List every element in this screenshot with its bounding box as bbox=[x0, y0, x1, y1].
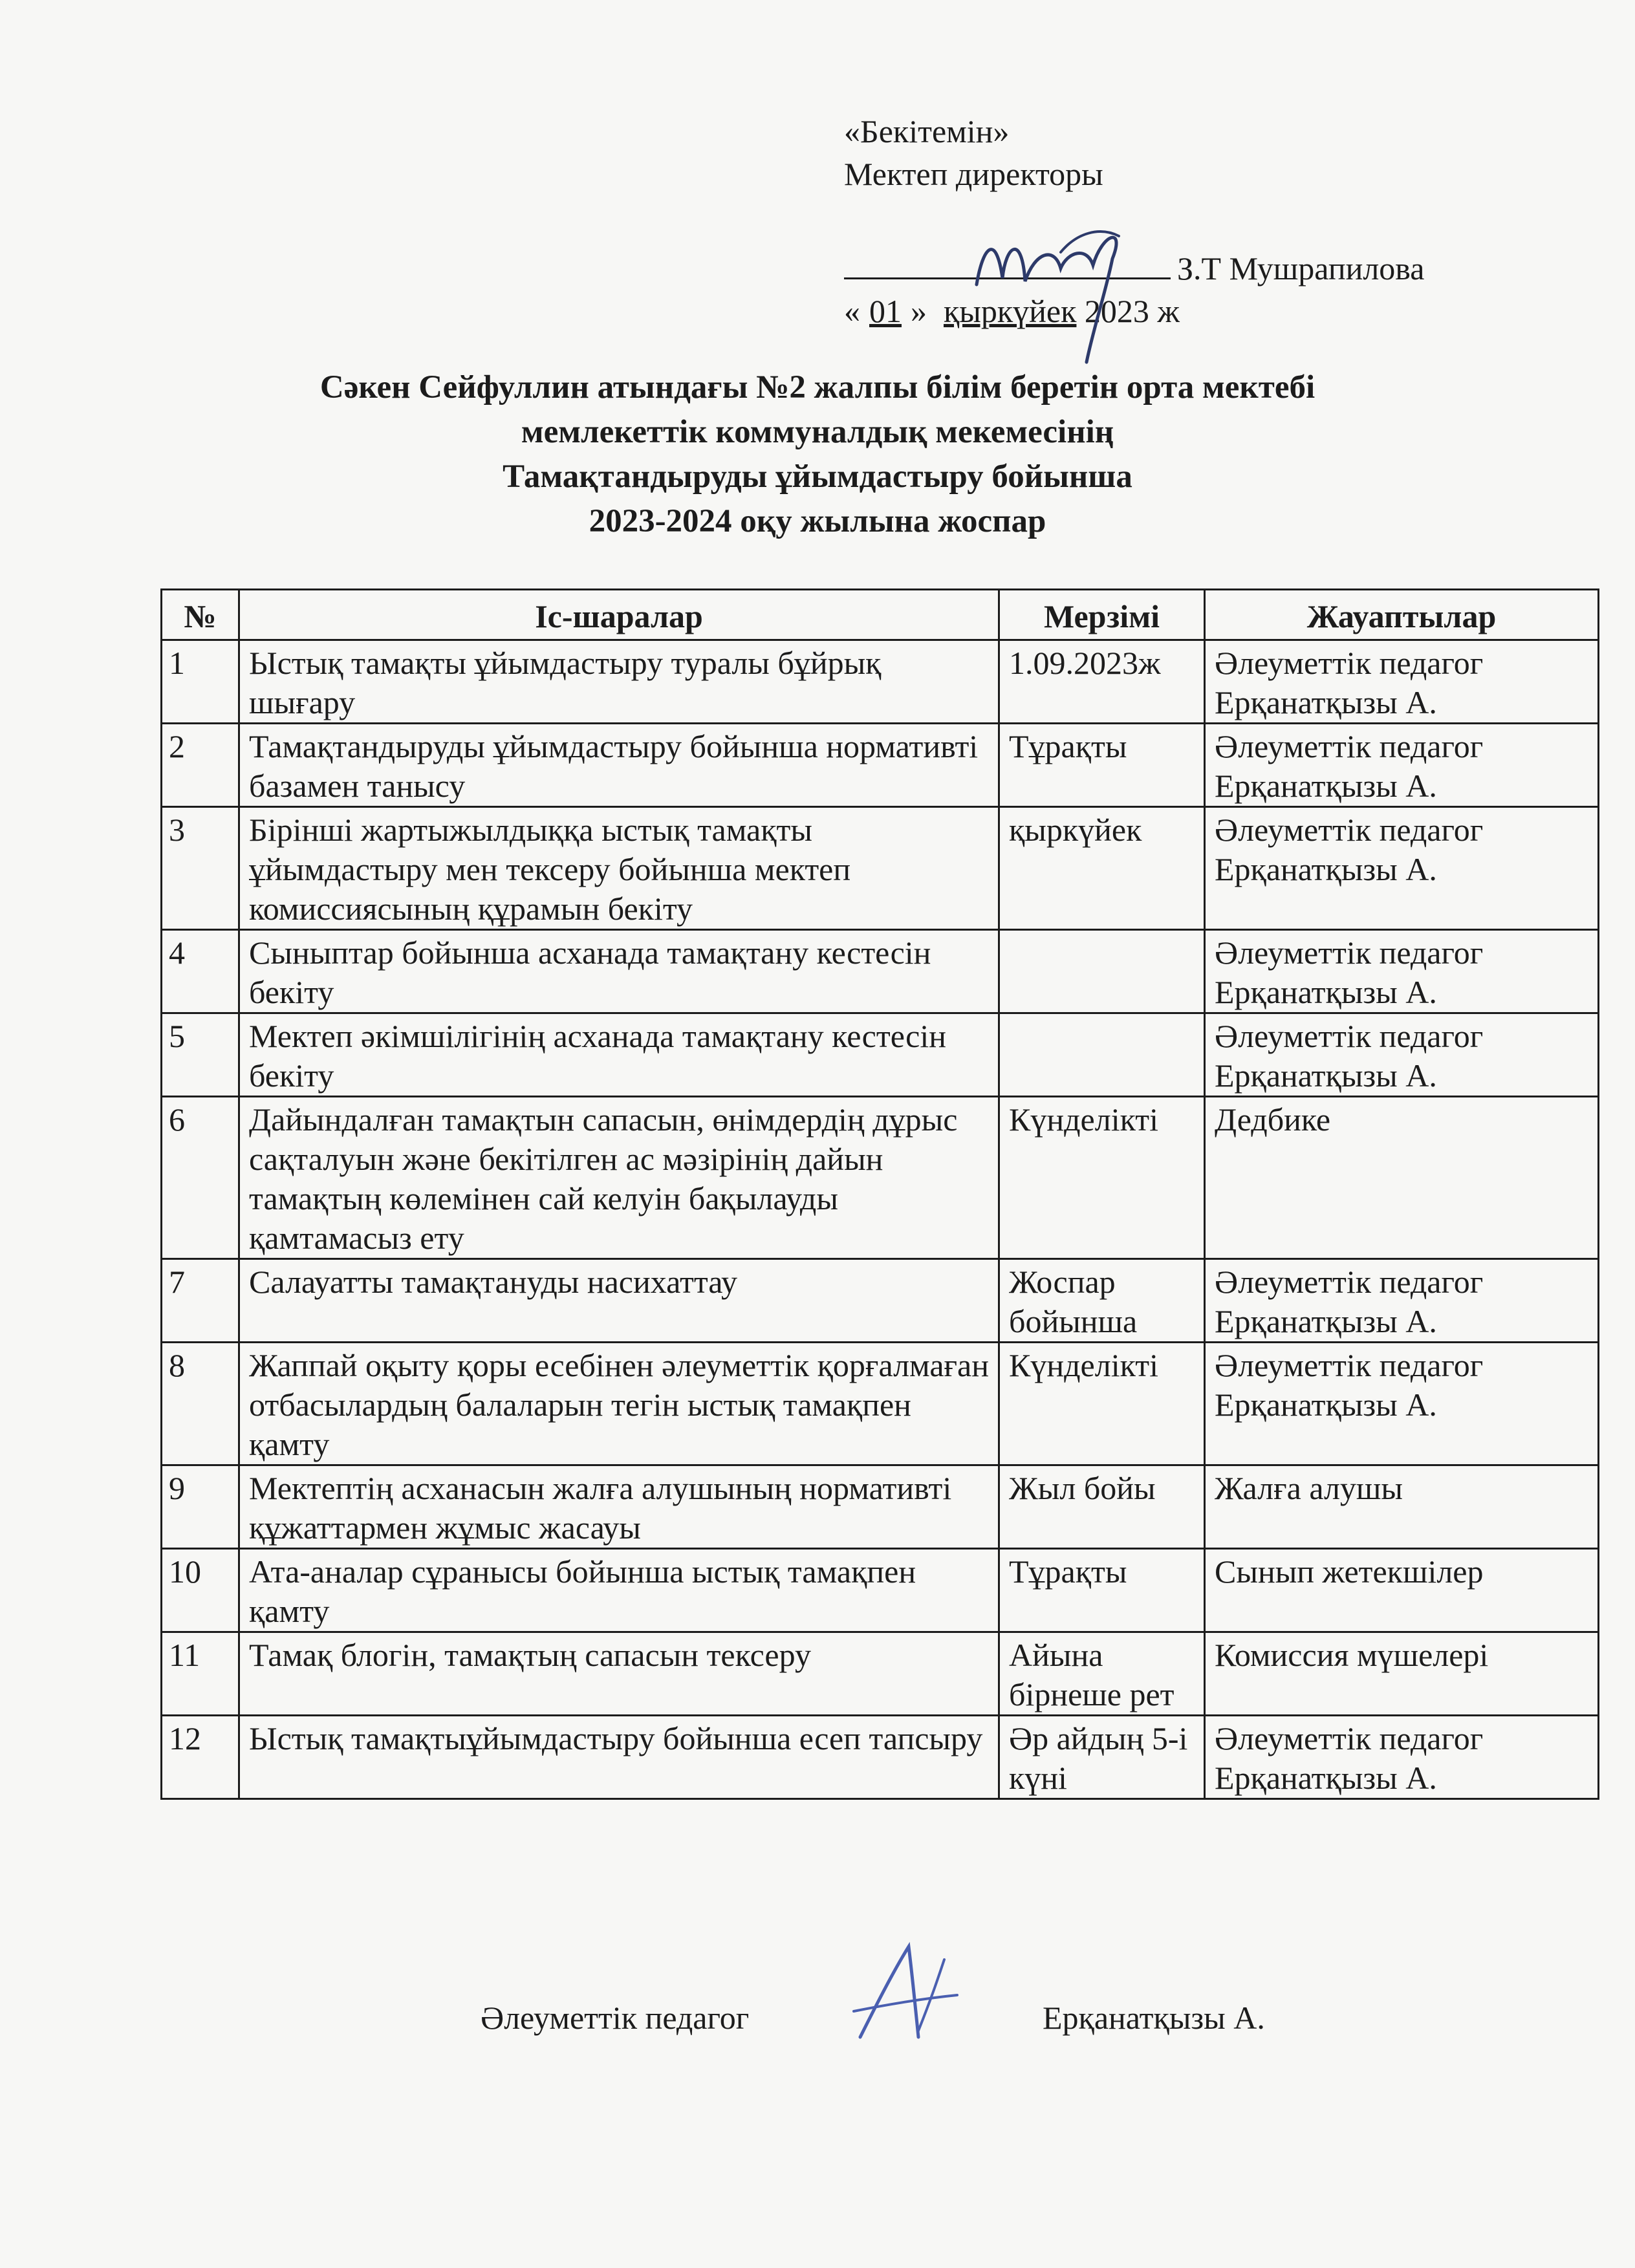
approve-label: «Бекітемін» bbox=[844, 113, 1010, 149]
row-number: 3 bbox=[162, 807, 239, 930]
row-number: 4 bbox=[162, 930, 239, 1013]
row-deadline: Тұрақты bbox=[999, 1549, 1205, 1632]
row-activity: Салауатты тамақтануды насихаттау bbox=[239, 1259, 999, 1343]
header-deadline: Мерзімі bbox=[999, 590, 1205, 640]
table-row bbox=[162, 807, 1599, 930]
row-responsible: Жалға алушы bbox=[1205, 1465, 1599, 1549]
row-deadline: Жыл бойы bbox=[999, 1465, 1205, 1549]
row-activity: Жаппай оқыту қоры есебінен әлеуметтік қорғалмаған отбасылардың балаларын тегін ыстық тамақпен қамту bbox=[239, 1343, 999, 1465]
row-number: 6 bbox=[162, 1097, 239, 1259]
director-position: Мектеп директоры bbox=[844, 156, 1103, 192]
table-body bbox=[162, 640, 1599, 1799]
row-responsible: Әлеуметтік педагог Ерқанатқызы А. bbox=[1205, 807, 1599, 930]
director-name: З.Т Мушрапилова bbox=[1177, 250, 1425, 286]
social-pedagogue-signature-image bbox=[847, 1934, 964, 2063]
director-signature-image bbox=[964, 207, 1171, 375]
date-year: 2023 ж bbox=[1084, 293, 1180, 329]
row-deadline: 1.09.2023ж bbox=[999, 640, 1205, 724]
row-activity: Бірінші жартыжылдыққа ыстық тамақты ұйымдастыру мен тексеру бойынша мектеп комиссиясының құрамын бекіту bbox=[239, 807, 999, 930]
row-responsible: Әлеуметтік педагог Ерқанатқызы А. bbox=[1205, 1013, 1599, 1097]
header-responsible: Жауаптылар bbox=[1205, 590, 1599, 640]
table-row bbox=[162, 1013, 1599, 1097]
footer-position: Әлеуметтік педагог bbox=[481, 2000, 750, 2036]
row-activity: Тамақтандыруды ұйымдастыру бойынша нормативті базамен танысу bbox=[239, 724, 999, 807]
row-deadline bbox=[999, 1013, 1205, 1097]
table-row bbox=[162, 724, 1599, 807]
table-row bbox=[162, 1632, 1599, 1716]
row-number: 10 bbox=[162, 1549, 239, 1632]
row-activity: Ата-аналар сұранысы бойынша ыстық тамақпен қамту bbox=[239, 1549, 999, 1632]
table-row bbox=[162, 1549, 1599, 1632]
row-responsible: Әлеуметтік педагог Ерқанатқызы А. bbox=[1205, 1343, 1599, 1465]
table-row bbox=[162, 1465, 1599, 1549]
row-responsible: Комиссия мүшелері bbox=[1205, 1632, 1599, 1716]
row-activity: Ыстық тамақтыұйымдастыру бойынша есеп тапсыру bbox=[239, 1716, 999, 1799]
table-row bbox=[162, 1343, 1599, 1465]
title-line-2: мемлекеттік коммуналдық мекемесінің bbox=[521, 414, 1114, 450]
row-activity: Ыстық тамақты ұйымдастыру туралы бұйрық шығару bbox=[239, 640, 999, 724]
title-line-4: 2023-2024 оқу жылына жоспар bbox=[589, 503, 1046, 539]
row-deadline: Әр айдың 5-і күні bbox=[999, 1716, 1205, 1799]
row-deadline bbox=[999, 930, 1205, 1013]
row-responsible: Дедбике bbox=[1205, 1097, 1599, 1259]
title-line-3: Тамақтандыруды ұйымдастыру бойынша bbox=[503, 459, 1132, 495]
row-responsible: Сынып жетекшілер bbox=[1205, 1549, 1599, 1632]
row-number: 8 bbox=[162, 1343, 239, 1465]
row-responsible: Әлеуметтік педагог Ерқанатқызы А. bbox=[1205, 930, 1599, 1013]
plan-table bbox=[160, 589, 1599, 1800]
row-responsible: Әлеуметтік педагог Ерқанатқызы А. bbox=[1205, 1716, 1599, 1799]
row-number: 1 bbox=[162, 640, 239, 724]
date-day: 01 bbox=[869, 293, 902, 329]
row-deadline: қыркүйек bbox=[999, 807, 1205, 930]
row-activity: Дайындалған тамақтын сапасын, өнімдердің дұрыс сақталуын және бекітілген ас мәзірінің дайын тамақтың көлемінен сай келуін бақылауды қамтамасыз ету bbox=[239, 1097, 999, 1259]
approval-date: « 01 » қыркүйек 2023 ж bbox=[844, 293, 1180, 329]
table-row bbox=[162, 640, 1599, 724]
row-activity: Тамақ блогін, тамақтың сапасын тексеру bbox=[239, 1632, 999, 1716]
row-number: 5 bbox=[162, 1013, 239, 1097]
row-responsible: Әлеуметтік педагог Ерқанатқызы А. bbox=[1205, 640, 1599, 724]
table-row bbox=[162, 1097, 1599, 1259]
row-activity: Мектептің асханасын жалға алушының нормативті құжаттармен жұмыс жасауы bbox=[239, 1465, 999, 1549]
row-activity: Мектеп әкімшілігінің асханада тамақтану кестесін бекіту bbox=[239, 1013, 999, 1097]
row-responsible: Әлеуметтік педагог Ерқанатқызы А. bbox=[1205, 724, 1599, 807]
header-activities: Іс-шаралар bbox=[239, 590, 999, 640]
footer-name: Ерқанатқызы А. bbox=[1043, 2000, 1265, 2036]
row-activity: Сыныптар бойынша асханада тамақтану кестесін бекіту bbox=[239, 930, 999, 1013]
table-row bbox=[162, 1716, 1599, 1799]
table-row bbox=[162, 1259, 1599, 1343]
header-number: № bbox=[162, 590, 239, 640]
row-deadline: Күнделікті bbox=[999, 1343, 1205, 1465]
title-line-1: Сәкен Сейфуллин атындағы №2 жалпы білім беретін орта мектебі bbox=[319, 369, 1316, 405]
table-row bbox=[162, 930, 1599, 1013]
row-number: 11 bbox=[162, 1632, 239, 1716]
table-header-row bbox=[162, 590, 1599, 640]
row-number: 2 bbox=[162, 724, 239, 807]
row-deadline: Күнделікті bbox=[999, 1097, 1205, 1259]
date-month: қыркүйек bbox=[944, 293, 1077, 329]
row-deadline: Айына бірнеше рет bbox=[999, 1632, 1205, 1716]
row-deadline: Тұрақты bbox=[999, 724, 1205, 807]
row-number: 12 bbox=[162, 1716, 239, 1799]
document-title bbox=[0, 365, 1635, 544]
row-responsible: Әлеуметтік педагог Ерқанатқызы А. bbox=[1205, 1259, 1599, 1343]
row-deadline: Жоспар бойынша bbox=[999, 1259, 1205, 1343]
row-number: 9 bbox=[162, 1465, 239, 1549]
row-number: 7 bbox=[162, 1259, 239, 1343]
